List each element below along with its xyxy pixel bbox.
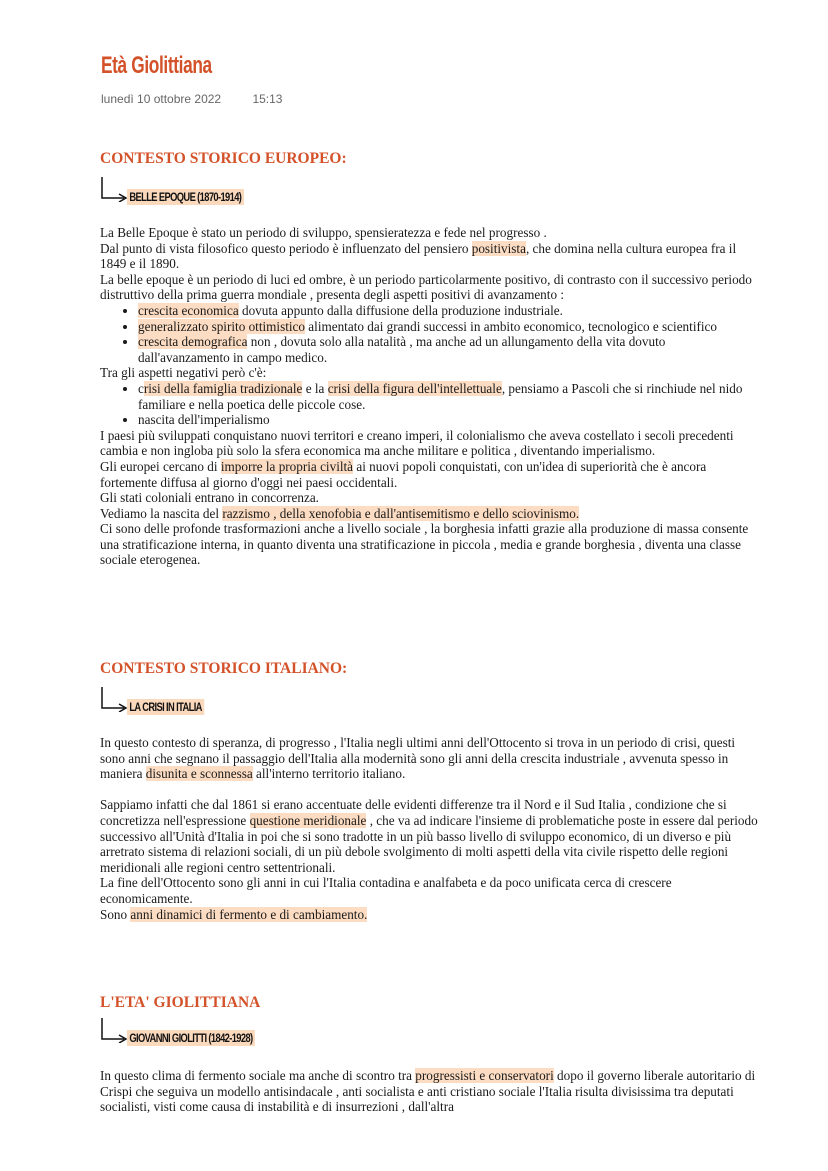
paragraph: Ci sono delle profonde trasformazioni anche a livello sociale , la borghesia infatti grazie alla produzione di massa consente una stratificazione interna, in quanto diventa una stratificazione in piccola , media e grande borghesia , diventa una classe sociale eterogenea. bbox=[100, 521, 749, 568]
subheading-crisi-italia: LA CRISI IN ITALIA bbox=[127, 699, 204, 715]
section-body-europeo bbox=[100, 225, 760, 568]
page-title: Età Giolittiana bbox=[101, 52, 212, 79]
paragraph: In questo clima di fermento sociale ma anche di scontro tra progressisti e conservatori dopo il governo liberale autoritario di Crispi che seguiva un modello antisindacale , anti socialista e anti cristiano sociale l'Italia risulta divisissima tra deputati socialisti, visti come causa di instabilità e di insurrezioni , dall'altra bbox=[100, 1068, 756, 1115]
page-date: lunedì 10 ottobre 2022 bbox=[101, 92, 222, 106]
list-negatives bbox=[100, 381, 760, 428]
arrow-icon bbox=[100, 176, 130, 202]
paragraph: Sono anni dinamici di fermento e di cambiamento. bbox=[100, 906, 368, 922]
subheading-giolitti: GIOVANNI GIOLITTI (1842-1928) bbox=[127, 1030, 255, 1046]
arrow-icon bbox=[100, 1017, 130, 1043]
section-body-giolittiana bbox=[100, 1068, 760, 1115]
subheading-belle-epoque: BELLE EPOQUE (1870-1914) bbox=[127, 189, 244, 205]
paragraph: In questo contesto di speranza, di progresso , l'Italia negli ultimi anni dell'Ottocento si trova in un periodo di crisi, questi sono anni che segnano il passaggio dell'Italia alla modernità sono gli anni della crescita industriale , avvenuta spesso in maniera disunita e sconnessa all'interno territorio italiano. bbox=[100, 735, 736, 782]
paragraph: I paesi più sviluppati conquistano nuovi territori e creano imperi, il colonialismo che aveva costellato i secoli precedenti cambia e non ingloba più solo la sfera economica ma anche militare e politica , diventando imperialismo. bbox=[100, 427, 734, 459]
paragraph: Gli europei cercano di imporre la propria civiltà ai nuovi popoli conquistati, con un'idea di superiorità che è ancora fortemente diffusa al giorno d'oggi nei paesi occidentali. bbox=[100, 458, 707, 490]
paragraph: Dal punto di vista filosofico questo periodo è influenzato del pensiero positivista, che domina nella cultura europea fra il 1849 e il 1890. bbox=[100, 240, 737, 272]
section-body-italiano bbox=[100, 735, 760, 922]
paragraph: Gli stati coloniali entrano in concorrenza. bbox=[100, 490, 319, 506]
page-time: 15:13 bbox=[252, 92, 283, 106]
list-item: • generalizzato spirito ottimistico alimentato dai grandi successi in ambito economico, tecnologico e scientifico bbox=[138, 319, 760, 335]
arrow-icon bbox=[100, 686, 130, 712]
paragraph: La belle epoque è un periodo di luci ed ombre, è un periodo particolarmente positivo, di contrasto con il successivo periodo distruttivo della prima guerra mondiale , presenta degli aspetti positivi di avanzamento : bbox=[100, 271, 752, 303]
list-item: • crescita economica dovuta appunto dalla diffusione della produzione industriale. bbox=[138, 303, 760, 319]
highlight: positivista bbox=[471, 240, 526, 256]
page-meta bbox=[101, 92, 282, 106]
paragraph: Tra gli aspetti negativi però c'è: bbox=[100, 365, 267, 381]
paragraph: Sappiamo infatti che dal 1861 si erano accentuate delle evidenti differenze tra il Nord e il Sud Italia , condizione che si concretizza nell'espressione questione meridionale , che va ad indicare l'insieme di problematiche poste in essere dal periodo successivo all'Unità d'Italia in poi che si sono tradotte in un più basso livello di sviluppo economico, di un diverso e più arretrato sistema di relazioni sociali, di un più debole svolgimento di molti aspetti della vita civile rispetto delle regioni meridionali alle regioni centro settentrionali. bbox=[100, 797, 758, 875]
section-heading-giolittiana: L'ETA' GIOLITTIANA bbox=[100, 994, 261, 1011]
section-heading-italiano: CONTESTO STORICO ITALIANO: bbox=[100, 660, 348, 677]
list-item: • crescita demografica non , dovuta solo alla natalità , ma anche ad un allungamento della vita dovuto dall'avanzamento in campo medico. bbox=[138, 334, 760, 365]
list-item: • nascita dell'imperialismo bbox=[138, 412, 760, 428]
paragraph: La Belle Epoque è stato un periodo di sviluppo, spensieratezza e fede nel progresso . bbox=[100, 225, 547, 240]
paragraph: Vediamo la nascita del razzismo , della xenofobia e dall'antisemitismo e dello sciovinismo. bbox=[100, 505, 580, 521]
section-heading-europeo: CONTESTO STORICO EUROPEO: bbox=[100, 150, 347, 167]
list-item: • crisi della famiglia tradizionale e la crisi della figura dell'intellettuale, pensiamo a Pascoli che si rinchiude nel nido familiare e nella poetica delle piccole cose. bbox=[138, 381, 760, 412]
list-positives bbox=[100, 303, 760, 365]
paragraph: La fine dell'Ottocento sono gli anni in cui l'Italia contadina e analfabeta e da poco unificata cerca di crescere economicamente. bbox=[100, 875, 672, 906]
